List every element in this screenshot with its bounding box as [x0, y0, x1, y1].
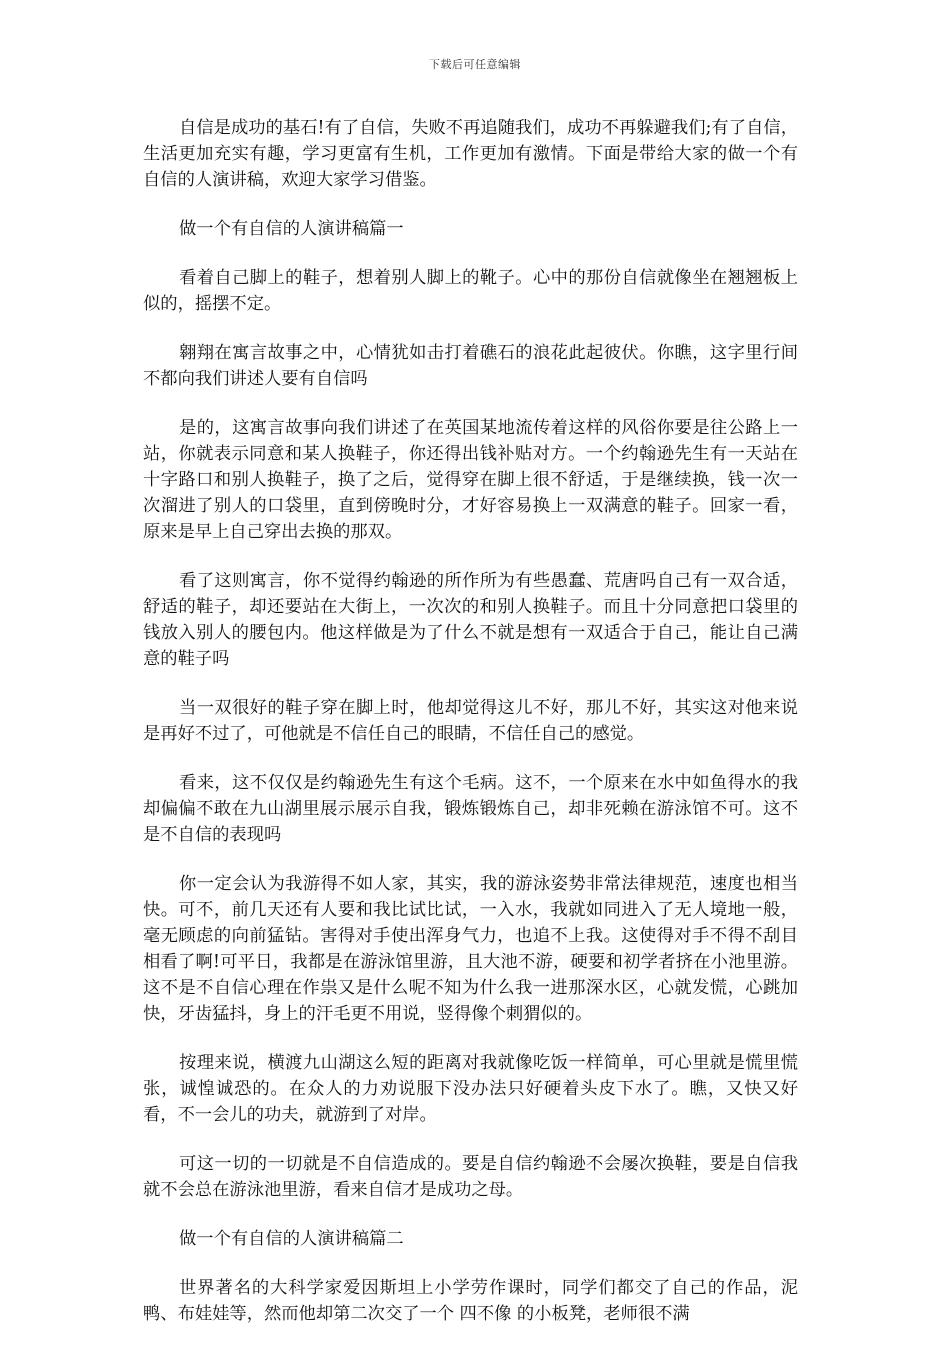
paragraph: 看了这则寓言，你不觉得约翰逊的所作所为有些愚蠢、荒唐吗自己有一双合适，舒适的鞋子，却还要站在大街上，一次次的和别人换鞋子。而且十分同意把口袋里的钱放入别人的腰包内。他这样做是为了什么不就是想有一双适合于自己，能让自己满意的鞋子吗: [143, 571, 798, 669]
page-header: 下载后可任意编辑: [429, 58, 521, 71]
paragraph: 看着自己脚上的鞋子，想着别人脚上的靴子。心中的那份自信就像坐在翘翘板上似的，摇摆不定。: [143, 268, 798, 314]
section-heading-2: 做一个有自信的人演讲稿篇二: [179, 1229, 404, 1249]
paragraph: 可这一切的一切就是不自信造成的。要是自信约翰逊不会屡次换鞋，要是自信我就不会总在游泳池里游，看来自信才是成功之母。: [143, 1154, 798, 1200]
paragraph: 按理来说，横渡九山湖这么短的距离对我就像吃饭一样简单，可心里就是慌里慌张，诚惶诚恐的。在众人的力劝说服下没办法只好硬着头皮下水了。瞧，又快又好看，不一会儿的功夫，就游到了对岸。: [143, 1053, 798, 1125]
paragraph: 看来，这不仅仅是约翰逊先生有这个毛病。这不，一个原来在水中如鱼得水的我却偏偏不敢在九山湖里展示展示自我，锻炼锻炼自己，却非死赖在游泳馆不可。这不是不自信的表现吗: [143, 773, 798, 845]
paragraph: 世界著名的大科学家爱因斯坦上小学劳作课时，同学们都交了自己的作品，泥鸭、布娃娃等，然而他却第二次交了一个 四不像 的小板凳，老师很不满: [143, 1278, 798, 1324]
section-heading-1: 做一个有自信的人演讲稿篇一: [179, 219, 404, 239]
paragraph: 翱翔在寓言故事之中，心情犹如击打着礁石的浪花此起彼伏。你瞧，这字里行间不都向我们讲述人要有自信吗: [143, 343, 798, 389]
document-body: [143, 115, 798, 1350]
paragraph: 当一双很好的鞋子穿在脚上时，他却觉得这儿不好，那儿不好，其实这对他来说是再好不过了，可他就是不信任自己的眼睛，不信任自己的感觉。: [143, 698, 798, 744]
intro-paragraph: 自信是成功的基石!有了自信，失败不再追随我们，成功不再躲避我们;有了自信，生活更加充实有趣，学习更富有生机，工作更加有激情。下面是带给大家的做一个有自信的人演讲稿，欢迎大家学习借鉴。: [143, 118, 798, 190]
paragraph: 你一定会认为我游得不如人家，其实，我的游泳姿势非常法律规范，速度也相当快。可不，前几天还有人要和我比试比试，一入水，我就如同进入了无人境地一般，毫无顾虑的向前猛钻。害得对手使出浑身气力，也追不上我。这使得对手不得不刮目相看了啊!可平日，我都是在游泳馆里游，且大池不游，硬要和初学者挤在小池里游。这不是不自信心理在作祟又是什么呢不知为什么我一进那深水区，心就发慌，心跳加快，牙齿猛抖，身上的汗毛更不用说，竖得像个刺猬似的。: [143, 874, 798, 1024]
paragraph: 是的，这寓言故事向我们讲述了在英国某地流传着这样的风俗你要是往公路上一站，你就表示同意和某人换鞋子，你还得出钱补贴对方。一个约翰逊先生有一天站在十字路口和别人换鞋子，换了之后，觉得穿在脚上很不舒适，于是继续换，钱一次一次溜进了别人的口袋里，直到傍晚时分，才好容易换上一双满意的鞋子。回家一看，原来是早上自己穿出去换的那双。: [143, 418, 798, 542]
